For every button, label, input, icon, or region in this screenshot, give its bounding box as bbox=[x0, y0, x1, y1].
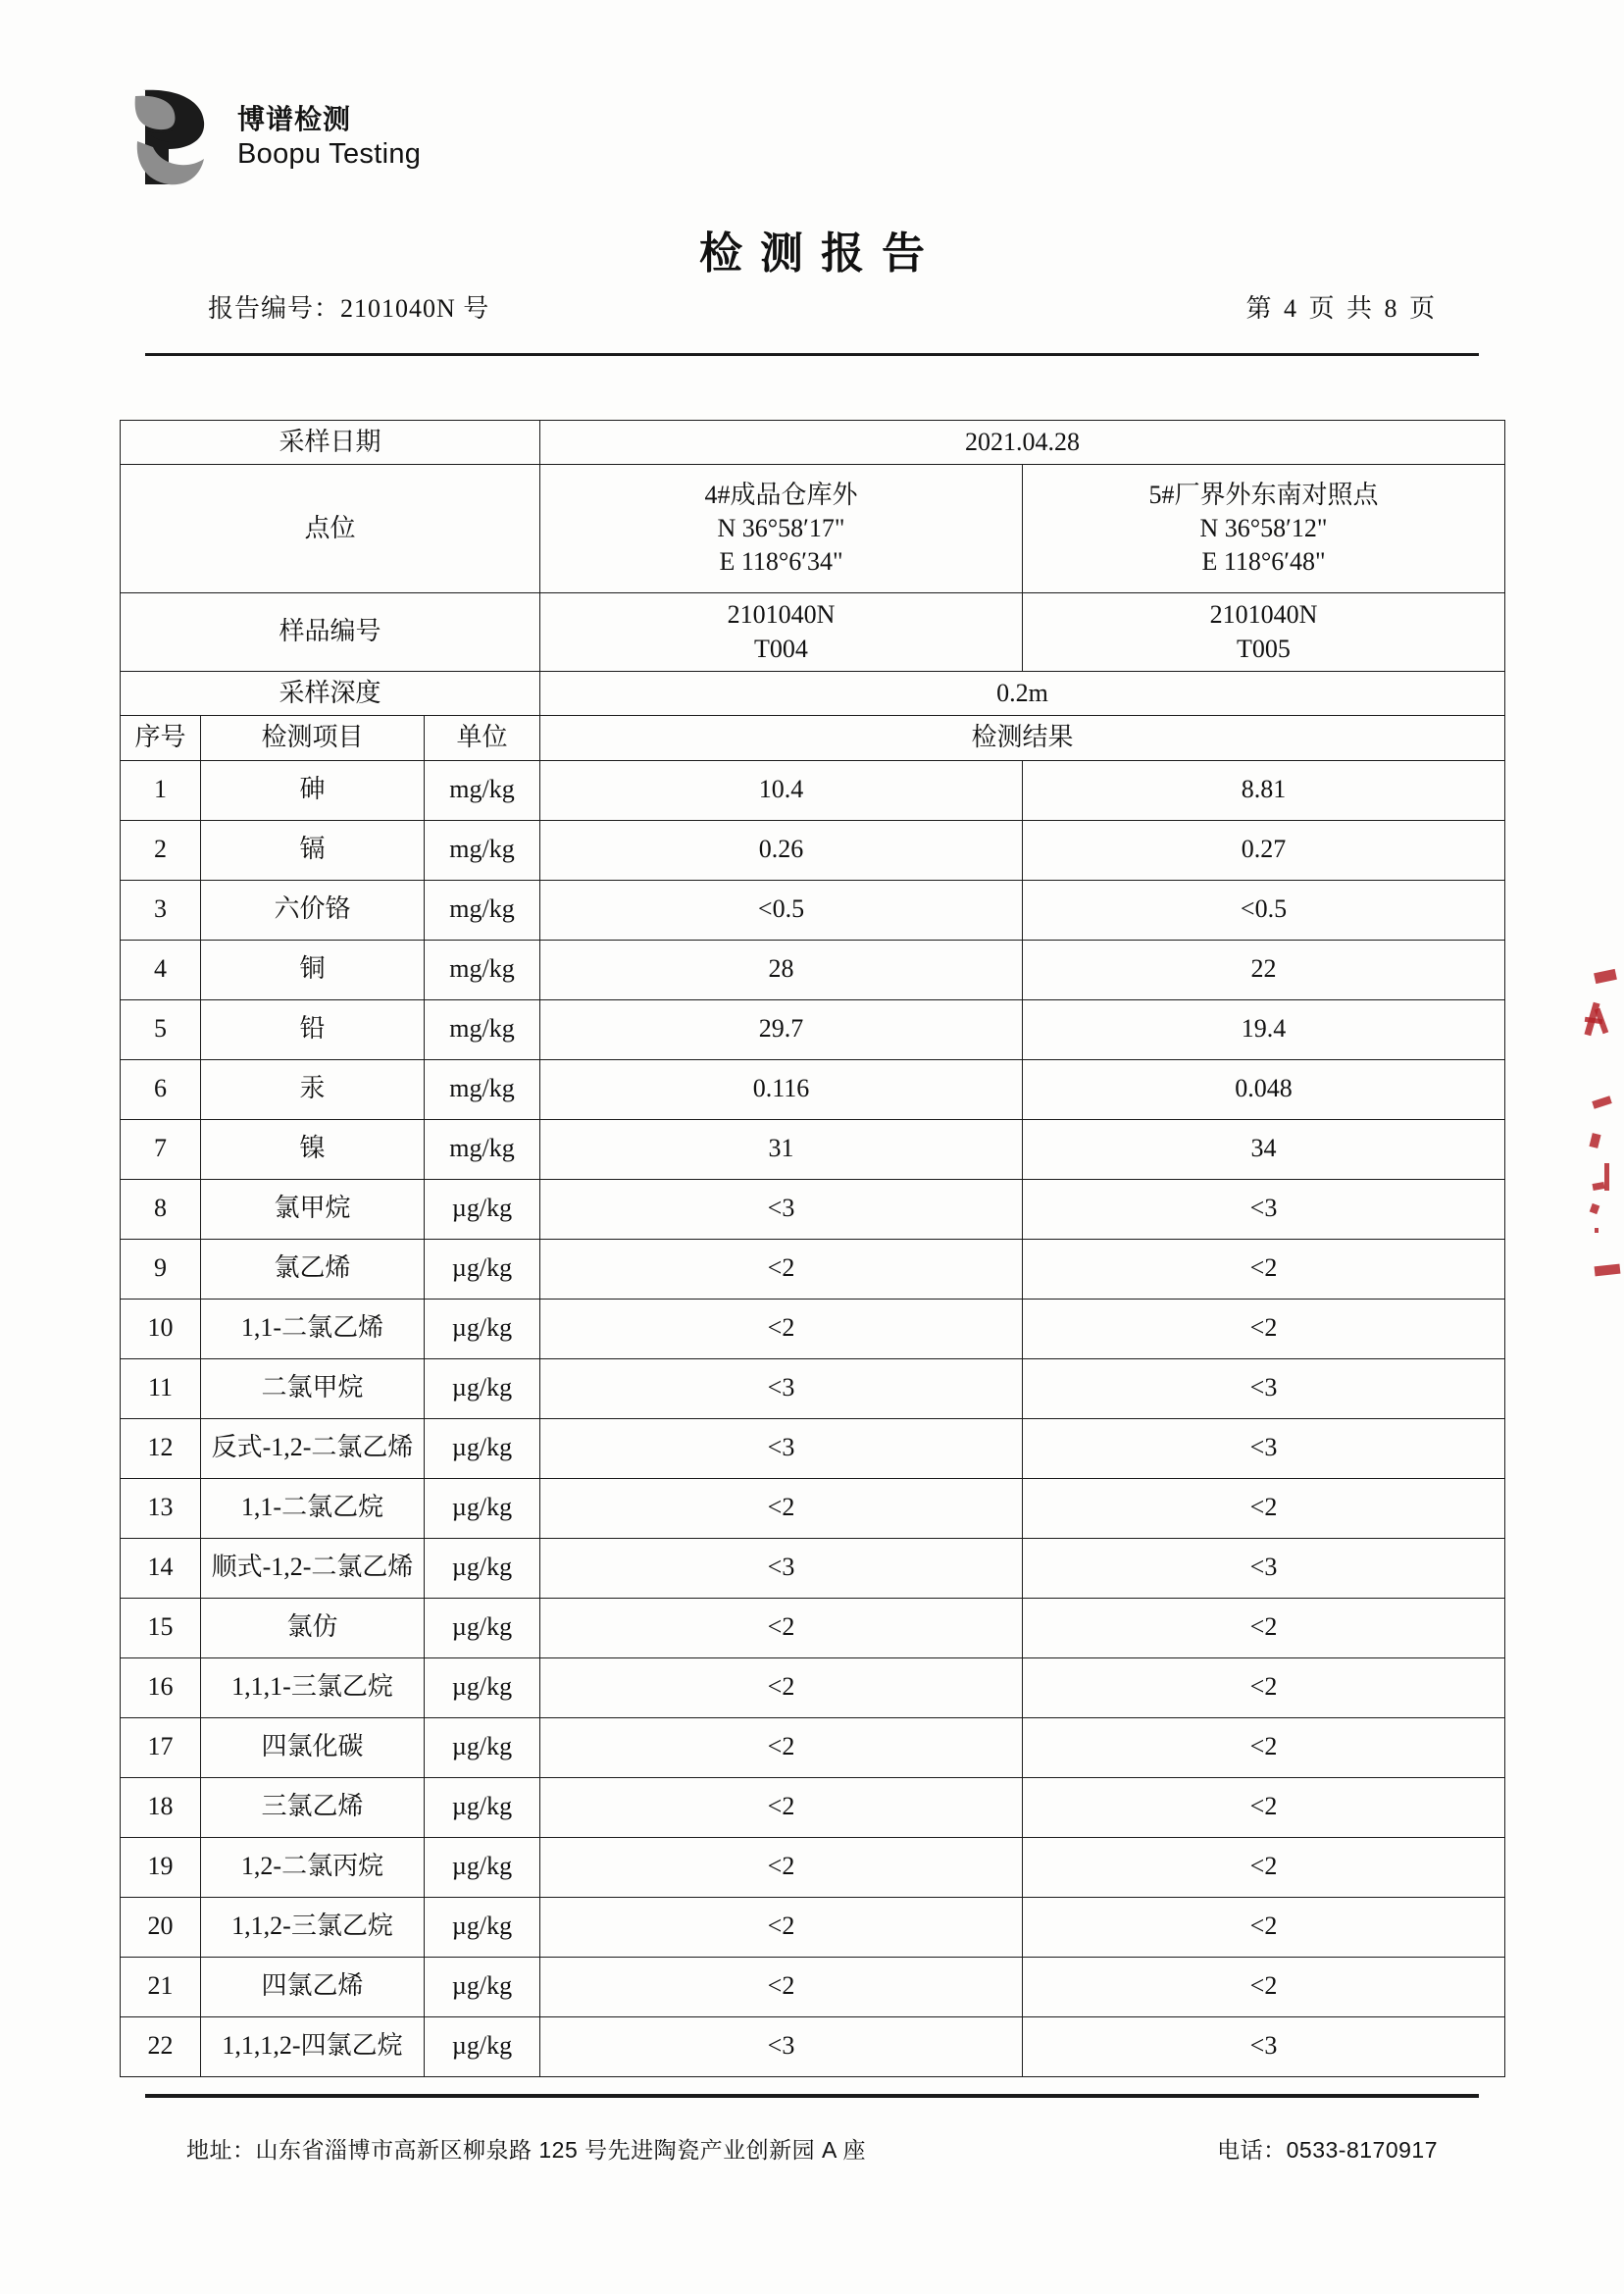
footer-phone: 电话：0533-8170917 bbox=[1217, 2137, 1438, 2163]
row-result-1: <2 bbox=[540, 1478, 1023, 1538]
row-item: 三氯乙烯 bbox=[201, 1777, 425, 1837]
row-result-2: 22 bbox=[1023, 940, 1505, 999]
company-name-en: Boopu Testing bbox=[237, 138, 422, 171]
row-result-1: <3 bbox=[540, 2016, 1023, 2076]
sample-no-label: 样品编号 bbox=[121, 593, 540, 672]
row-no: 18 bbox=[121, 1777, 201, 1837]
row-item: 1,1,1,2-四氯乙烷 bbox=[201, 2016, 425, 2076]
column-header-unit: 单位 bbox=[425, 716, 540, 760]
row-result-2: <2 bbox=[1023, 1897, 1505, 1957]
row-no: 20 bbox=[121, 1897, 201, 1957]
point-2-lon: E 118°6′48" bbox=[1201, 547, 1326, 577]
row-no: 13 bbox=[121, 1478, 201, 1538]
row-no: 15 bbox=[121, 1598, 201, 1657]
row-result-2: 34 bbox=[1023, 1119, 1505, 1179]
table-row bbox=[121, 999, 1505, 1059]
table-header-row bbox=[121, 716, 1505, 760]
row-no: 14 bbox=[121, 1538, 201, 1598]
table-row bbox=[121, 1837, 1505, 1897]
table-row bbox=[121, 880, 1505, 940]
table-row-sampling-date bbox=[121, 421, 1505, 465]
sampling-date-value: 2021.04.28 bbox=[540, 421, 1505, 465]
row-item: 砷 bbox=[201, 760, 425, 820]
row-unit: µg/kg bbox=[425, 1358, 540, 1418]
sample-2-cell bbox=[1023, 593, 1505, 672]
boopu-p-logo-icon bbox=[126, 86, 216, 188]
table-row bbox=[121, 1179, 1505, 1239]
row-item: 氯乙烯 bbox=[201, 1239, 425, 1299]
row-result-1: <2 bbox=[540, 1717, 1023, 1777]
row-result-1: <2 bbox=[540, 1837, 1023, 1897]
row-result-1: <2 bbox=[540, 1957, 1023, 2016]
table-row bbox=[121, 1059, 1505, 1119]
row-result-2: 19.4 bbox=[1023, 999, 1505, 1059]
row-unit: mg/kg bbox=[425, 880, 540, 940]
row-no: 8 bbox=[121, 1179, 201, 1239]
row-result-2: <2 bbox=[1023, 1957, 1505, 2016]
row-item: 铜 bbox=[201, 940, 425, 999]
sample-1-cell bbox=[540, 593, 1023, 672]
row-item: 铅 bbox=[201, 999, 425, 1059]
results-table bbox=[120, 420, 1505, 2077]
table-row-point bbox=[121, 465, 1505, 593]
row-item: 汞 bbox=[201, 1059, 425, 1119]
point-1-lat: N 36°58′17" bbox=[717, 514, 845, 543]
row-unit: µg/kg bbox=[425, 1897, 540, 1957]
page-number: 第 4 页 共 8 页 bbox=[1245, 294, 1438, 323]
row-result-2: <2 bbox=[1023, 1777, 1505, 1837]
row-no: 21 bbox=[121, 1957, 201, 2016]
row-result-2: <3 bbox=[1023, 2016, 1505, 2076]
row-item: 二氯甲烷 bbox=[201, 1358, 425, 1418]
column-header-result: 检测结果 bbox=[540, 716, 1505, 760]
table-row bbox=[121, 1299, 1505, 1358]
row-unit: µg/kg bbox=[425, 1657, 540, 1717]
header-divider bbox=[145, 353, 1479, 356]
row-unit: mg/kg bbox=[425, 820, 540, 880]
table-row bbox=[121, 1418, 1505, 1478]
point-1-lon: E 118°6′34" bbox=[719, 547, 843, 577]
page-title: 检测报告 bbox=[699, 229, 942, 278]
row-result-1: <2 bbox=[540, 1299, 1023, 1358]
row-no: 4 bbox=[121, 940, 201, 999]
table-row bbox=[121, 1358, 1505, 1418]
row-result-1: <2 bbox=[540, 1897, 1023, 1957]
footer-divider bbox=[145, 2094, 1479, 2098]
row-item: 顺式-1,2-二氯乙烯 bbox=[201, 1538, 425, 1598]
company-name-cn: 博谱检测 bbox=[237, 103, 352, 134]
row-result-1: <2 bbox=[540, 1657, 1023, 1717]
row-item: 四氯化碳 bbox=[201, 1717, 425, 1777]
point-2-lat: N 36°58′12" bbox=[1199, 514, 1328, 543]
table-row bbox=[121, 820, 1505, 880]
row-result-2: <2 bbox=[1023, 1239, 1505, 1299]
row-no: 2 bbox=[121, 820, 201, 880]
table-row bbox=[121, 1239, 1505, 1299]
depth-value: 0.2m bbox=[540, 671, 1505, 715]
row-item: 六价铬 bbox=[201, 880, 425, 940]
table-row bbox=[121, 1777, 1505, 1837]
row-result-1: 0.116 bbox=[540, 1059, 1023, 1119]
results-table-wrap bbox=[120, 420, 1504, 2077]
sample-2-no: 2101040N bbox=[1209, 600, 1318, 630]
row-unit: mg/kg bbox=[425, 760, 540, 820]
row-no: 6 bbox=[121, 1059, 201, 1119]
row-result-1: <2 bbox=[540, 1598, 1023, 1657]
sample-1-no: 2101040N bbox=[727, 600, 836, 630]
row-item: 氯甲烷 bbox=[201, 1179, 425, 1239]
row-item: 镍 bbox=[201, 1119, 425, 1179]
row-result-2: <2 bbox=[1023, 1478, 1505, 1538]
row-result-2: <3 bbox=[1023, 1358, 1505, 1418]
row-item: 1,1-二氯乙烷 bbox=[201, 1478, 425, 1538]
row-result-1: 0.26 bbox=[540, 820, 1023, 880]
row-unit: µg/kg bbox=[425, 1957, 540, 2016]
row-result-2: <2 bbox=[1023, 1657, 1505, 1717]
row-no: 10 bbox=[121, 1299, 201, 1358]
row-result-2: <2 bbox=[1023, 1299, 1505, 1358]
row-unit: mg/kg bbox=[425, 940, 540, 999]
row-no: 5 bbox=[121, 999, 201, 1059]
row-unit: µg/kg bbox=[425, 1717, 540, 1777]
table-row bbox=[121, 1897, 1505, 1957]
row-item: 1,2-二氯丙烷 bbox=[201, 1837, 425, 1897]
table-row bbox=[121, 1538, 1505, 1598]
row-unit: mg/kg bbox=[425, 999, 540, 1059]
row-item: 1,1,2-三氯乙烷 bbox=[201, 1897, 425, 1957]
report-meta-row bbox=[208, 288, 1438, 325]
row-no: 9 bbox=[121, 1239, 201, 1299]
row-item: 反式-1,2-二氯乙烯 bbox=[201, 1418, 425, 1478]
sampling-date-label: 采样日期 bbox=[121, 421, 540, 465]
row-result-1: <3 bbox=[540, 1538, 1023, 1598]
row-result-2: 0.27 bbox=[1023, 820, 1505, 880]
point-1-name: 4#成品仓库外 bbox=[704, 480, 858, 509]
row-unit: µg/kg bbox=[425, 1538, 540, 1598]
row-no: 3 bbox=[121, 880, 201, 940]
row-item: 四氯乙烯 bbox=[201, 1957, 425, 2016]
company-name bbox=[237, 102, 421, 174]
row-item: 氯仿 bbox=[201, 1598, 425, 1657]
column-header-no: 序号 bbox=[121, 716, 201, 760]
row-item: 镉 bbox=[201, 820, 425, 880]
row-unit: mg/kg bbox=[425, 1119, 540, 1179]
row-no: 1 bbox=[121, 760, 201, 820]
row-result-1: <2 bbox=[540, 1777, 1023, 1837]
row-no: 12 bbox=[121, 1418, 201, 1478]
row-result-2: <3 bbox=[1023, 1418, 1505, 1478]
row-result-1: <2 bbox=[540, 1239, 1023, 1299]
row-unit: µg/kg bbox=[425, 1179, 540, 1239]
table-row-depth bbox=[121, 671, 1505, 715]
row-unit: µg/kg bbox=[425, 1777, 540, 1837]
point-2-cell bbox=[1023, 465, 1505, 593]
depth-label: 采样深度 bbox=[121, 671, 540, 715]
row-result-2: <2 bbox=[1023, 1717, 1505, 1777]
row-no: 17 bbox=[121, 1717, 201, 1777]
page-footer bbox=[186, 2132, 1438, 2165]
table-row bbox=[121, 760, 1505, 820]
row-result-1: 31 bbox=[540, 1119, 1023, 1179]
row-item: 1,1-二氯乙烯 bbox=[201, 1299, 425, 1358]
red-seal-fragments bbox=[1555, 942, 1624, 1285]
column-header-item: 检测项目 bbox=[201, 716, 425, 760]
row-result-1: <3 bbox=[540, 1179, 1023, 1239]
row-unit: µg/kg bbox=[425, 1299, 540, 1358]
row-result-2: <0.5 bbox=[1023, 880, 1505, 940]
page-header bbox=[0, 0, 1624, 323]
report-number: 报告编号：2101040N 号 bbox=[208, 294, 490, 323]
table-row bbox=[121, 1957, 1505, 2016]
row-unit: µg/kg bbox=[425, 1239, 540, 1299]
point-label: 点位 bbox=[121, 465, 540, 593]
table-row bbox=[121, 1657, 1505, 1717]
row-result-1: 29.7 bbox=[540, 999, 1023, 1059]
results-rows bbox=[121, 760, 1505, 2076]
row-result-2: <2 bbox=[1023, 1598, 1505, 1657]
row-result-2: <3 bbox=[1023, 1538, 1505, 1598]
row-unit: mg/kg bbox=[425, 1059, 540, 1119]
row-unit: µg/kg bbox=[425, 1478, 540, 1538]
row-unit: µg/kg bbox=[425, 1418, 540, 1478]
row-result-1: 10.4 bbox=[540, 760, 1023, 820]
row-no: 22 bbox=[121, 2016, 201, 2076]
point-2-name: 5#厂界外东南对照点 bbox=[1148, 480, 1379, 509]
table-row-sample-no bbox=[121, 593, 1505, 672]
row-result-1: <3 bbox=[540, 1418, 1023, 1478]
row-no: 11 bbox=[121, 1358, 201, 1418]
table-row bbox=[121, 940, 1505, 999]
row-no: 16 bbox=[121, 1657, 201, 1717]
table-row bbox=[121, 1119, 1505, 1179]
row-no: 7 bbox=[121, 1119, 201, 1179]
row-result-1: <0.5 bbox=[540, 880, 1023, 940]
table-row bbox=[121, 2016, 1505, 2076]
row-result-2: <2 bbox=[1023, 1837, 1505, 1897]
row-unit: µg/kg bbox=[425, 1837, 540, 1897]
footer-address: 地址：山东省淄博市高新区柳泉路 125 号先进陶瓷产业创新园 A 座 bbox=[186, 2137, 867, 2163]
row-result-1: <3 bbox=[540, 1358, 1023, 1418]
row-result-2: 0.048 bbox=[1023, 1059, 1505, 1119]
row-item: 1,1,1-三氯乙烷 bbox=[201, 1657, 425, 1717]
row-result-1: 28 bbox=[540, 940, 1023, 999]
company-logo-block bbox=[126, 86, 421, 188]
row-unit: µg/kg bbox=[425, 1598, 540, 1657]
table-row bbox=[121, 1717, 1505, 1777]
sample-2-sub: T005 bbox=[1237, 634, 1291, 663]
row-result-2: <3 bbox=[1023, 1179, 1505, 1239]
row-result-2: 8.81 bbox=[1023, 760, 1505, 820]
table-row bbox=[121, 1478, 1505, 1538]
sample-1-sub: T004 bbox=[754, 634, 808, 663]
table-row bbox=[121, 1598, 1505, 1657]
row-no: 19 bbox=[121, 1837, 201, 1897]
row-unit: µg/kg bbox=[425, 2016, 540, 2076]
point-1-cell bbox=[540, 465, 1023, 593]
